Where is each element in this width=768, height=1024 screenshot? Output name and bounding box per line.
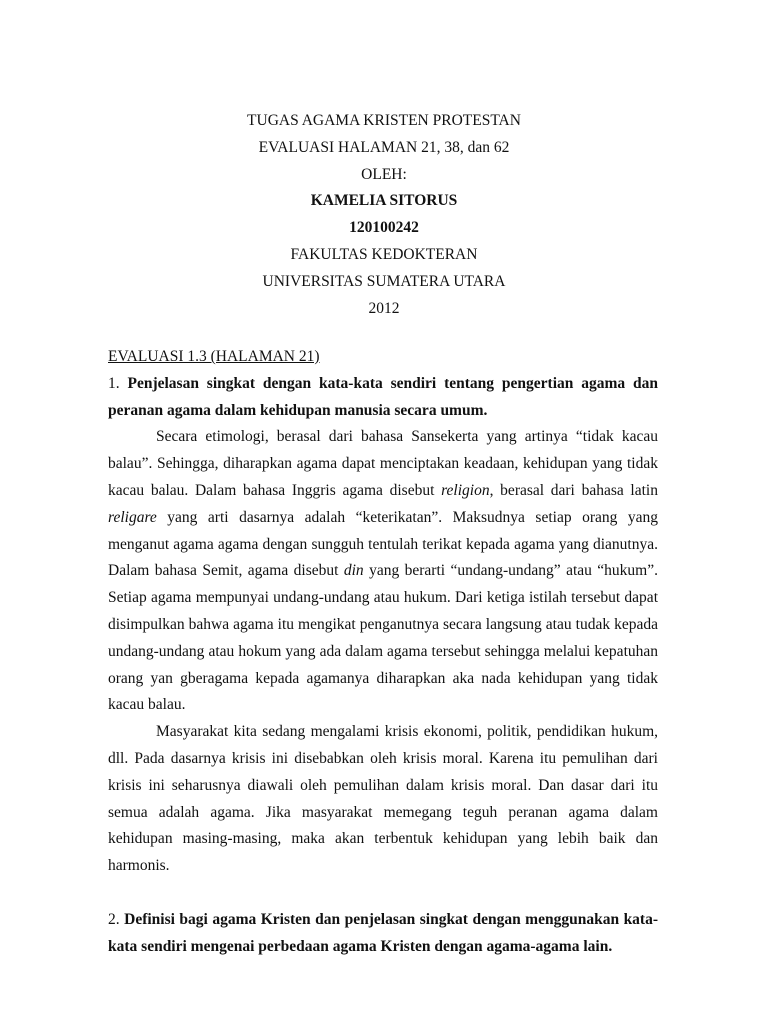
question-2-text: Definisi bagi agama Kristen dan penjelasan singkat dengan menggunakan kata- <box>124 910 658 928</box>
section-heading: EVALUASI 1.3 (HALAMAN 21) <box>108 348 320 365</box>
italic-term-din: din <box>343 562 364 580</box>
university: UNIVERSITAS SUMATERA UTARA <box>262 272 506 290</box>
question-1-number: 1. <box>108 374 128 392</box>
paragraph-1-line: balau”. Sehingga, diharapkan agama dapat menciptakan keadaan, kehidupan yang tidak <box>108 455 658 473</box>
paragraph-1-line: Secara etimologi, berasal dari bahasa Sansekerta yang artinya “tidak kacau <box>156 428 658 446</box>
italic-term-religion: religion <box>441 481 490 499</box>
paragraph-2-line: harmonis. <box>108 857 170 875</box>
paragraph-1-line <box>108 478 658 505</box>
paragraph-1-line: menganut agama agama dengan sungguh tentulah terikat kepada agama yang dianutnya. <box>108 535 658 553</box>
question-1-line-1 <box>108 371 658 398</box>
question-1-text: Penjelasan singkat dengan kata-kata sendiri tentang pengertian agama dan <box>127 374 658 392</box>
by-label: OLEH: <box>361 165 407 183</box>
author-name: KAMELIA SITORUS <box>310 192 458 210</box>
paragraph-1-line: undang-undang atau hokum yang ada dalam agama tersebut sehingga melalui kepatuhan <box>108 642 658 660</box>
title-block <box>0 108 768 322</box>
faculty: FAKULTAS KEDOKTERAN <box>290 245 478 263</box>
year: 2012 <box>368 299 400 317</box>
student-id: 120100242 <box>349 219 419 237</box>
paragraph-2-line: semua adalah agama. Jika masyarakat memegang teguh peranan agama dalam <box>108 803 658 821</box>
paragraph-2-line: Masyarakat kita sedang mengalami krisis ekonomi, politik, pendidikan hukum, <box>156 723 658 741</box>
paragraph-1-line: kacau balau. <box>108 696 186 714</box>
question-2-line-1 <box>108 907 658 934</box>
text-run: , berasal dari bahasa latin <box>489 481 658 499</box>
paragraph-gap <box>108 880 658 907</box>
paragraph-2-line: krisis ini seharusnya diawali oleh pemulihan dalam krisis moral. Dan dasar dari itu <box>108 776 658 794</box>
paragraph-2-line: kehidupan masing-masing, maka akan terbentuk kehidupan yang lebih baik dan <box>108 830 658 848</box>
text-run: yang berarti “undang-undang” atau “hukum”. <box>363 562 658 580</box>
question-2-line-2: kata sendiri mengenai perbedaan agama Kristen dengan agama-agama lain. <box>108 937 613 955</box>
document-body <box>108 344 658 960</box>
question-1-line-2: peranan agama dalam kehidupan manusia secara umum. <box>108 401 488 419</box>
question-2-number: 2. <box>108 910 125 928</box>
italic-term-religare: religare <box>108 508 157 526</box>
paragraph-2-line: dll. Pada dasarnya krisis ini disebabkan oleh krisis moral. Karena itu pemulihan dari <box>108 749 658 767</box>
paragraph-1-line: Setiap agama mempunyai undang-undang atau hukum. Dari ketiga istilah tersebut dapat <box>108 589 658 607</box>
paragraph-1-line <box>108 505 658 532</box>
text-run: Dalam bahasa Semit, agama disebut <box>108 562 344 580</box>
paragraph-1-line: orang yan gberagama kepada agamanya diharapkan aka nada kehidupan yang tidak <box>108 669 658 687</box>
evaluation-pages: EVALUASI HALAMAN 21, 38, dan 62 <box>258 138 510 156</box>
paragraph-1-line <box>108 558 658 585</box>
text-run: kacau balau. Dalam bahasa Inggris agama disebut <box>108 481 442 499</box>
assignment-title: TUGAS AGAMA KRISTEN PROTESTAN <box>247 112 521 129</box>
paragraph-1-line: disimpulkan bahwa agama itu mengikat penganutnya secara langsung atau tudak kepada <box>108 615 658 633</box>
text-run: yang arti dasarnya adalah “keterikatan”. Maksudnya setiap orang yang <box>156 508 658 526</box>
